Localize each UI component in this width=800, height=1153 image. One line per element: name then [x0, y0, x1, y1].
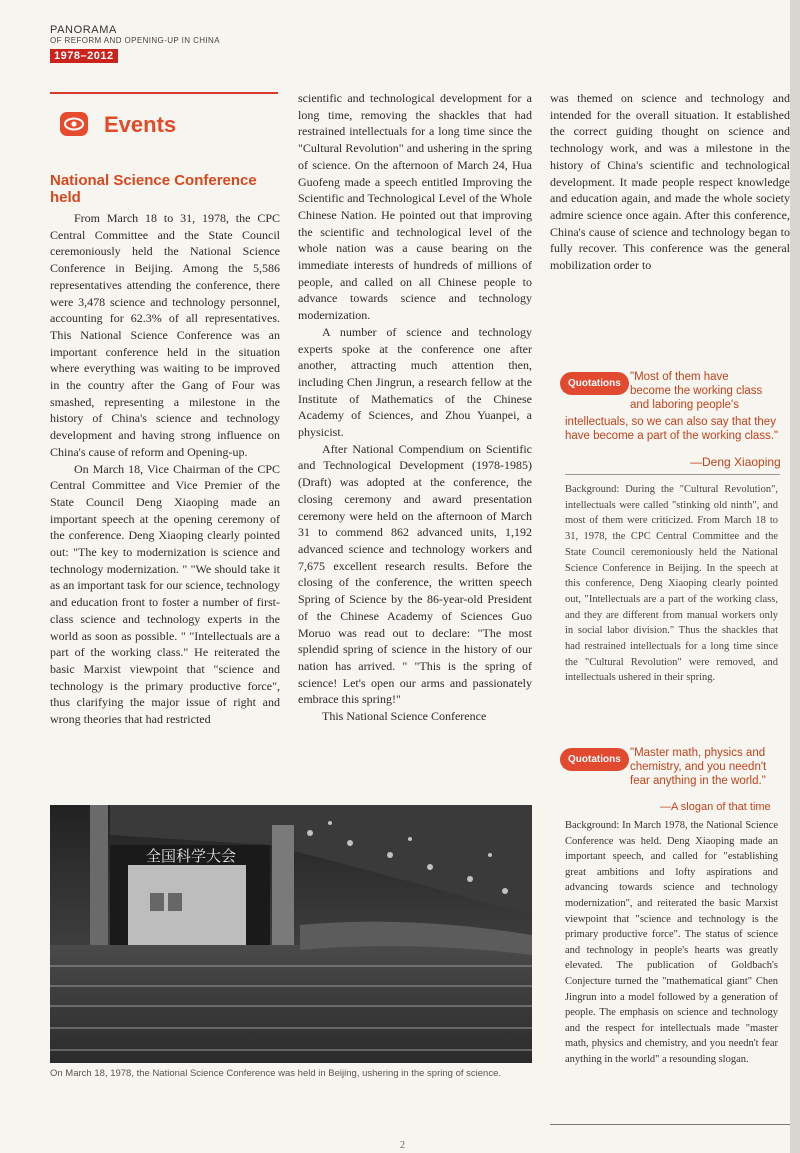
paragraph-continuation: scientific and technological development for a long time, removing the shackles that had restrained intellectuals for a long time since the "Cultural Revolution" and ushering in the spring of science. On the afternoon of March 24, Hua Guofeng made a speech entitled Improving the Scientific and Technological Level of the Whole Chinese Nation. He pointed out that improving the scientific and technological level of the whole nation was a cause bearing on the immediate interests of hundreds of millions of people, and called on all Chinese people to advance towards science and technology modernization.: [298, 91, 532, 323]
year-range-badge: 1978–2012: [50, 49, 118, 63]
paragraph-continuation: was themed on science and technology and intended for the overall situation. It established the correct guiding thought on science and technology work, and was a milestone in the history of China's scientific and technological development. It made people respect knowledge and education again, and made the whole society admire science once again. After this conference, China's cause of science and technology began to fully recover. This conference was the general mobilization order to: [550, 91, 790, 273]
section-divider: [50, 92, 278, 94]
page-number: 2: [400, 1140, 405, 1151]
paragraph: On March 18, Vice Chairman of the CPC Central Committee and Vice Premier of the State Council Deng Xiaoping made an important speech at the opening ceremony of the conference. Deng Xiaoping clearly pointed out: "The key to modernization is science and technology modernization. " "We should take it as an important task for our science, technology and education front to foster a number of first-class science and technology experts in the world as soon as possible. " "Intellectuals are a part of the working class." He reiterated the basic Marxist viewpoint that "science and technology is the primary productive force", thus clarifying the major issue of right and wrong theories that had restricted: [50, 461, 280, 727]
quotations-badge: Quotations: [560, 748, 629, 771]
quotations-badge: Quotations: [560, 372, 629, 395]
paragraph: This National Science Conference: [322, 709, 487, 724]
eye-icon: [60, 112, 88, 136]
quotation-author: —A slogan of that time: [660, 801, 771, 813]
quotation-background: Background: During the "Cultural Revolution", intellectuals were called "stinking old ninth", and most of them were criticized. From March 18 to 31, 1978, the CPC Central Committee and the State Council ceremoniously held the National Science Conference in Beijing. In the speech at this conference, Deng Xiaoping clearly pointed out, "Intellectuals are a part of the working class, and they are different from manual workers only in social labor division." Thus the shackles that had restrained intellectuals for a long time since the "Cultural Revolution" were removed, and intellectuals ushered in their spring.: [565, 484, 778, 684]
article-column-3: [550, 90, 790, 274]
publication-subtitle: OF REFORM AND OPENING-UP IN CHINA: [50, 36, 220, 45]
quotation-author: —Deng Xiaoping: [690, 455, 781, 469]
conference-photo: [50, 805, 532, 1063]
article-title: National Science Conference held: [50, 172, 257, 206]
article-column-1: [50, 210, 280, 728]
quotation-text: "Master math, physics and chemistry, and you needn't fear anything in the world.": [630, 747, 767, 787]
paragraph: After National Compendium on Scientific and Technological Development (1978-1985) (Draft) was adopted at the conference, the closing ceremony and award presentation ceremony were held on the afternoon of March 31 to commend 862 advanced units, 1,192 advanced science and technology workers and 7,675 excellent research results. Before the closing of the conference, the written speech Spring of Science by the 86-year-old President of the Chinese Academy of Sciences Guo Moruo was read out to declare: "The most splendid spring of science in the history of our nation has arrived. " "This is the spring of science! Let's open our arms and passionately embrace this spring!": [298, 441, 532, 707]
quotation-background: Background: In March 1978, the National Science Conference was held. Deng Xiaoping made an important speech, and called for "establishing great ambitions and lofty aspirations and advancing towards science and technology modernization", and reiterated the basic Marxist viewpoint that "science and technology is the primary productive force". The status of science and technology in people's hearts was greatly elevated. The publication of Goldbach's Conjecture turned the "mathematical giant" Chen Jingrun into a model followed by a generation of people. The emphasis on science and technology and the respect for intellectuals made "master math, physics and chemistry, and you needn't fear anything in the world" a resounding slogan.: [565, 820, 778, 1065]
quotation-divider: [565, 474, 780, 475]
paragraph: A number of science and technology experts spoke at the conference one after another, attracting much attention then, including Chen Jingrun, a research fellow at the Institute of Mathematics of the Chinese Academy of Sciences, and Zhou Yuanpei, a physicist.: [298, 324, 532, 440]
article-column-2: [298, 90, 532, 725]
hall-banner-text: 全国科学大会: [146, 847, 237, 865]
paragraph: From March 18 to 31, 1978, the CPC Central Committee and the State Council ceremoniously held the National Science Conference in Beijing. Among the 5,586 representatives attending the conference, there were 3,478 science and technology personnel, accounting for 62.3% of all representatives. This National Science Conference was an important conference held in the situation where everything was waiting to be improved in the country after the Gang of Four was smashed, representing a milestone in the history of China's science and technology development and having strong influence on China's cause of reform and Opening-up.: [50, 211, 280, 459]
page-edge: [790, 0, 800, 1153]
section-label: Events: [104, 112, 177, 137]
header-brand: [50, 24, 350, 64]
quotation-text-continued: intellectuals, so we can also say that they have become a part of the working class.": [565, 416, 779, 442]
publication-title: PANORAMA: [50, 24, 117, 36]
photo-caption: On March 18, 1978, the National Science Conference was held in Beijing, ushering in the spring of science.: [50, 1068, 501, 1079]
sidebar-divider: [550, 1124, 790, 1125]
quotation-text: "Most of them have become the working class and laboring people's: [630, 371, 763, 411]
